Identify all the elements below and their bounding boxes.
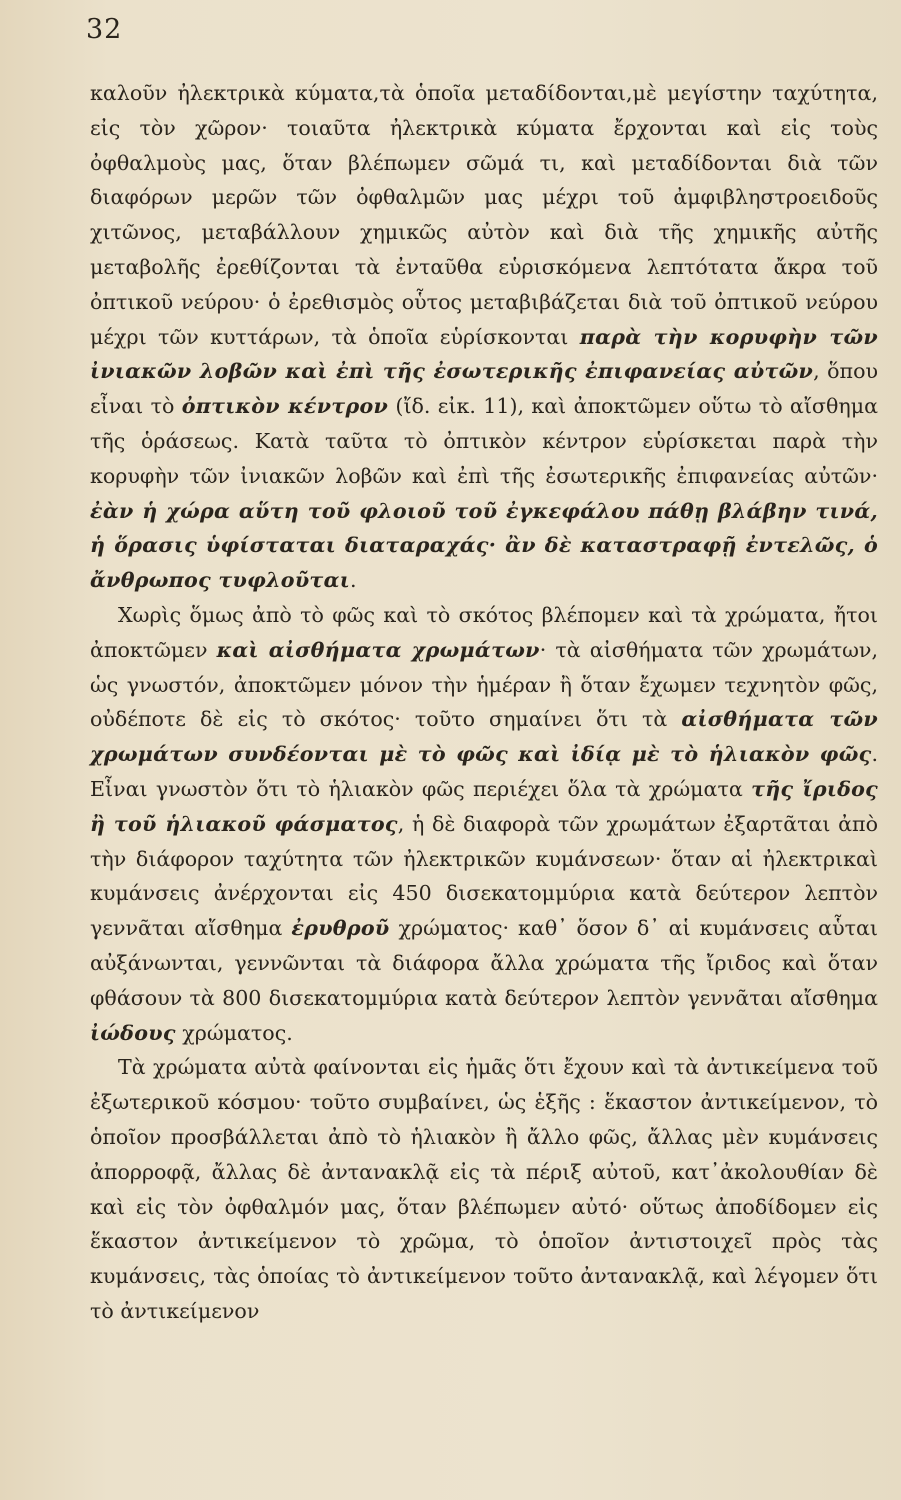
paragraph [90, 598, 878, 1050]
text-run: · τὰ αἰσθήματα τῶν χρωμάτων, ὡς γνωστόν, ἀποκτῶμεν μόνον τὴν ἡμέραν ἢ ὅταν ἔχωμεν τεχνητὸν φῶς, οὐδέποτε δὲ εἰς τὸ σκότος· τοῦτο σημαίνει ὅτι τὰ [90, 637, 878, 732]
text-run: καλοῦν ἠλεκτρικὰ κύματα,τὰ ὁποῖα μεταδίδονται,μὲ μεγίστην ταχύτητα, εἰς τὸν χῶρον· τοιαῦτα ἠλεκτρικὰ κύματα ἔρχονται καὶ εἰς τοὺς ὀφθαλμοὺς μας, ὅταν βλέπωμεν σῶμά τι, καὶ μεταδίδονται διὰ τῶν διαφόρων μερῶν τῶν ὀφθαλμῶν μας μέχρι τοῦ ἀμφιβληστροειδοῦς χιτῶνος, μεταβάλλουν χημικῶς αὐτὸν καὶ διὰ τῆς χημικῆς αὐτῆς μεταβολῆς ἐρεθίζονται τὰ ἐνταῦθα εὑρισκόμενα λεπτότατα ἄκρα τοῦ ὀπτικοῦ νεύρου· ὁ ἐρεθισμὸς οὗτος μεταβιβάζεται διὰ τοῦ ὀπτικοῦ νεύρου μέχρι τῶν κυττάρων, τὰ ὁποῖα εὑρίσκονται [90, 81, 878, 349]
text-run: , ἡ δὲ διαφορὰ τῶν χρωμάτων ἐξαρτᾶται ἀπὸ τὴν διάφορον ταχύτητα τῶν ἠλεκτρικῶν κυμάνσεων· ὅταν αἱ ἠλεκτρικαὶ κυμάνσεις ἀνέρχονται εἰς 450 δισεκατομμύρια κατὰ δεύτερον λεπτὸν γεννᾶται αἴσθημα [90, 811, 878, 941]
emphasized-text: ὀπτικὸν κέντρον [181, 394, 389, 419]
emphasized-text: αἰσθήματα τῶν χρωμάτων συνδέονται μὲ τὸ φῶς καὶ ἰδίᾳ μὲ τὸ ἡλιακὸν φῶς [90, 707, 879, 767]
emphasized-text: ἐὰν ἡ χώρα αὕτη τοῦ φλοιοῦ τοῦ ἐγκεφάλου πάθῃ βλάβην τινά, ἡ ὅρασις ὑφίσταται διαταραχάς· ἂν δὲ καταστραφῇ ἐντελῶς, ὁ ἄνθρωπος τυφλοῦται [90, 498, 878, 593]
text-run: . Εἶναι γνωστὸν ὅτι τὸ ἡλιακὸν φῶς περιέχει ὅλα τὰ χρώματα [90, 742, 878, 801]
emphasized-text: τῆς ἴριδος ἢ τοῦ ἡλιακοῦ φάσματος [90, 776, 878, 836]
emphasized-text: ἰώδους [90, 1020, 176, 1045]
body-text [90, 76, 878, 1329]
text-run: , ὅπου εἶναι τὸ [90, 359, 878, 419]
text-run: . [350, 568, 357, 593]
text-run: χρώματος· καθ᾽ ὅσον δ᾽ αἱ κυμάνσεις αὗται αὐξάνωνται, γεννῶνται τὰ διάφορα ἄλλα χρώματα τῆς ἴριδος καὶ ὅταν φθάσουν τὰ 800 δισεκατομμύρια κατὰ δεύτερον λεπτὸν γεννᾶται αἴσθημα [90, 916, 878, 1010]
page-number: 32 [86, 14, 123, 45]
text-run: χρώματος. [175, 1020, 293, 1045]
paragraph [90, 76, 878, 598]
paragraph [90, 1050, 878, 1328]
emphasized-text: ἐρυθροῦ [291, 916, 390, 941]
text-run: Τὰ χρώματα αὐτὰ φαίνονται εἰς ἡμᾶς ὅτι ἔχουν καὶ τὰ ἀντικείμενα τοῦ ἐξωτερικοῦ κόσμου· τοῦτο συμβαίνει, ὡς ἑξῆς : ἕκαστον ἀντικείμενον, τὸ ὁποῖον προσβάλλεται ἀπὸ τὸ ἡλιακὸν ἢ ἄλλο φῶς, ἄλλας μὲν κυμάνσεις ἀπορροφᾷ, ἄλλας δὲ ἀντανακλᾷ εἰς τὰ πέριξ αὐτοῦ, κατ᾽ἀκολουθίαν δὲ καὶ εἰς τὸν ὀφθαλμόν μας, ὅταν βλέπωμεν αὐτό· οὕτως ἀποδίδομεν εἰς ἕκαστον ἀντικείμενον τὸ χρῶμα, τὸ ὁποῖον ἀντιστοιχεῖ πρὸς τὰς κυμάνσεις, τὰς ὁποίας τὸ ἀντικείμενον τοῦτο ἀντανακλᾷ, καὶ λέγομεν ὅτι τὸ ἀντικείμενον [90, 1055, 878, 1323]
emphasized-text: παρὰ τὴν κορυφὴν τῶν ἰνιακῶν λοβῶν καὶ ἐπὶ τῆς ἐσωτερικῆς ἐπιφανείας αὐτῶν [90, 324, 878, 384]
text-run: (ἴδ. εἰκ. 11), καὶ ἀποκτῶμεν οὕτω τὸ αἴσθημα τῆς ὁράσεως. Κατὰ ταῦτα τὸ ὀπτικὸν κέντρον εὑρίσκεται παρὰ τὴν κορυφὴν τῶν ἰνιακῶν λοβῶν καὶ ἐπὶ τῆς ἐσωτερικῆς ἐπιφανείας αὐτῶν· [90, 394, 878, 488]
text-run: Χωρὶς ὅμως ἀπὸ τὸ φῶς καὶ τὸ σκότος βλέπομεν καὶ τὰ χρώματα, ἤτοι ἀποκτῶμεν [90, 602, 878, 662]
emphasized-text: καὶ αἰσθήματα χρωμάτων [216, 637, 540, 662]
